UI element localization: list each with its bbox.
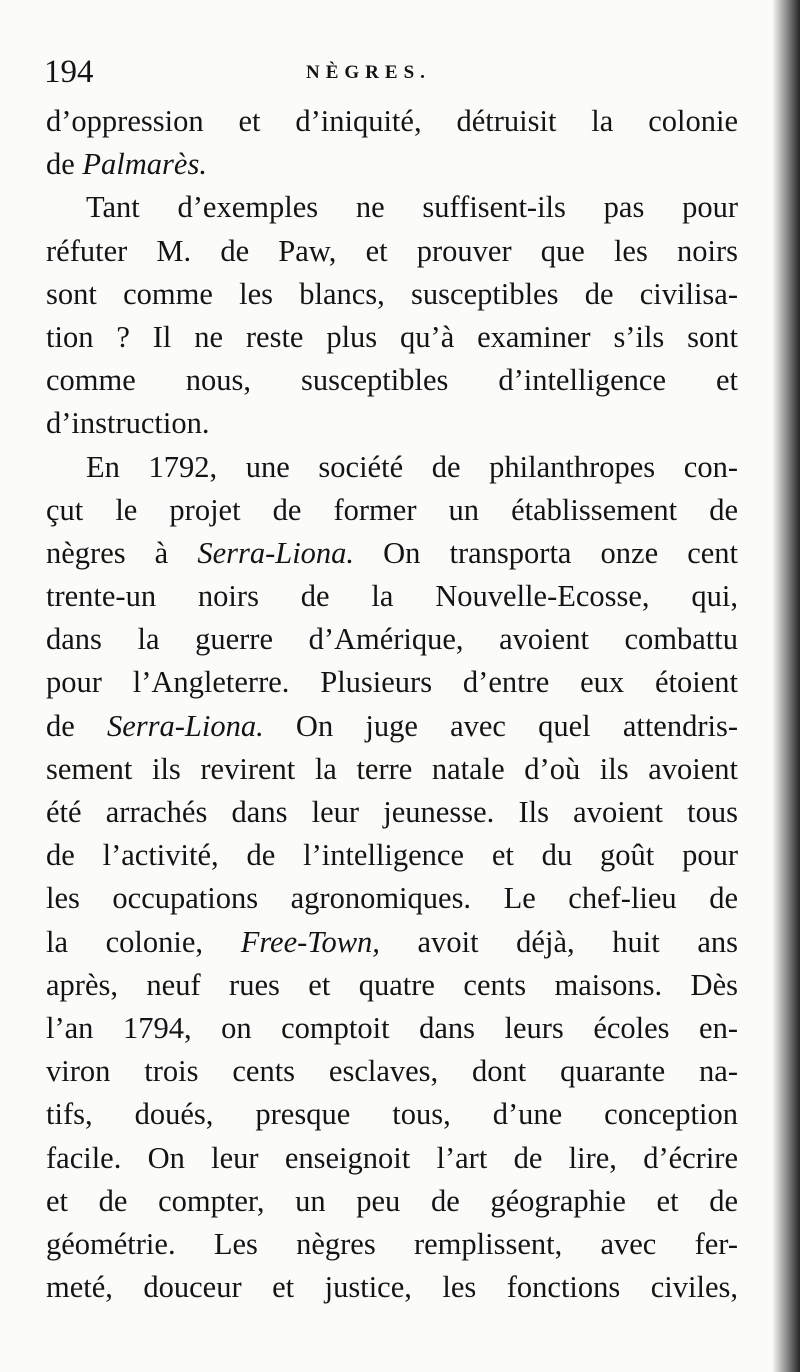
text-run: On transporta onze cent — [354, 535, 739, 570]
text-line — [46, 834, 738, 877]
text-line — [46, 1093, 738, 1136]
italic-text: Palmarès. — [82, 147, 207, 182]
text-line — [46, 143, 738, 186]
text-run: réfuter M. de Paw, et prouver que les noirs — [46, 233, 738, 268]
text-run: dans la guerre d’Amérique, avoient combattu — [46, 622, 738, 657]
text-line — [46, 359, 738, 402]
text-line — [46, 316, 738, 359]
text-run: meté, douceur et justice, les fonctions civiles, — [46, 1270, 738, 1305]
paragraph — [46, 186, 738, 445]
text-run: les occupations agronomiques. Le chef-lieu de — [46, 881, 738, 916]
text-line — [46, 921, 738, 964]
text-run: de — [46, 708, 107, 743]
text-line — [46, 489, 738, 532]
text-line — [46, 446, 738, 489]
text-line — [46, 1137, 738, 1180]
text-line — [46, 877, 738, 920]
paragraph — [46, 100, 738, 186]
text-run: On juge avec quel attendris- — [263, 708, 738, 743]
text-line — [46, 1007, 738, 1050]
text-line — [46, 1266, 738, 1309]
text-line — [46, 575, 738, 618]
text-line — [46, 273, 738, 316]
body-text — [46, 100, 738, 1309]
text-run: facile. On leur enseignoit l’art de lire, d’écrire — [46, 1140, 738, 1175]
text-run: trente-un noirs de la Nouvelle-Ecosse, qui, — [46, 579, 738, 614]
text-run: et de compter, un peu de géographie et de — [46, 1183, 738, 1218]
text-line — [46, 1223, 738, 1266]
page-edge-shadow — [772, 0, 800, 1372]
text-run: sont comme les blancs, susceptibles de civilisa- — [46, 276, 738, 311]
text-run: d’oppression et d’iniquité, détruisit la colonie — [46, 104, 738, 138]
text-run: viron trois cents esclaves, dont quarante na- — [46, 1054, 738, 1089]
text-line — [46, 705, 738, 748]
text-line — [46, 532, 738, 575]
italic-text: Free-Town, — [240, 924, 380, 959]
page-number: 194 — [44, 54, 94, 90]
text-run: la colonie, — [46, 924, 241, 959]
italic-text: Serra-Liona. — [106, 708, 264, 743]
text-run: après, neuf rues et quatre cents maisons. Dès — [46, 967, 738, 1002]
text-run: avoit déjà, huit ans — [379, 924, 738, 959]
text-run: sement ils revirent la terre natale d’où ils avoient — [46, 751, 738, 786]
text-run: de l’activité, de l’intelligence et du goût pour — [46, 838, 738, 873]
text-run: En 1792, une société de philanthropes con- — [86, 449, 738, 484]
text-run: tion ? Il ne reste plus qu’à examiner s’ils sont — [46, 319, 738, 354]
text-line — [46, 791, 738, 834]
text-line — [46, 1180, 738, 1223]
text-line — [46, 661, 738, 704]
text-run: d’instruction. — [46, 406, 210, 441]
text-run: tifs, doués, presque tous, d’une conception — [46, 1097, 738, 1132]
running-head: NÈGRES. — [306, 62, 431, 83]
text-run: çut le projet de former un établissement de — [46, 492, 738, 527]
page-header — [44, 52, 744, 92]
text-line — [46, 618, 738, 661]
paragraph — [46, 446, 738, 1310]
text-line — [46, 230, 738, 273]
text-run: pour l’Angleterre. Plusieurs d’entre eux étoient — [46, 665, 738, 700]
text-run: nègres à — [46, 535, 198, 570]
text-run: géométrie. Les nègres remplissent, avec fer- — [46, 1226, 738, 1261]
text-line — [46, 964, 738, 1007]
text-run: été arrachés dans leur jeunesse. Ils avoient tous — [46, 795, 738, 829]
text-run: comme nous, susceptibles d’intelligence et — [46, 363, 738, 398]
text-run: Tant d’exemples ne suffisent-ils pas pour — [86, 190, 738, 225]
italic-text: Serra-Liona. — [197, 535, 355, 570]
text-line — [46, 186, 738, 229]
text-run: l’an 1794, on comptoit dans leurs écoles en- — [46, 1010, 738, 1045]
text-line — [46, 748, 738, 791]
text-line — [46, 1050, 738, 1093]
text-run: de — [46, 147, 83, 182]
text-line — [46, 100, 738, 143]
text-line — [46, 402, 738, 445]
